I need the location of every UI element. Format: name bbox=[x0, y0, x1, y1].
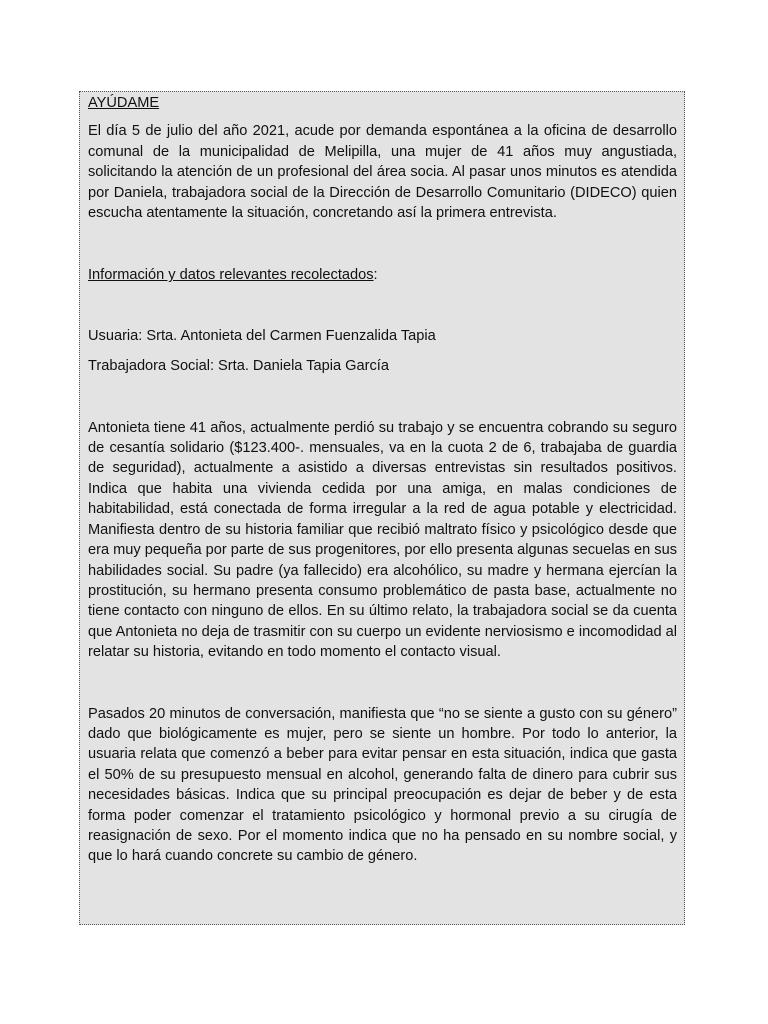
document-title: AYÚDAME bbox=[88, 95, 160, 111]
intro-paragraph: El día 5 de julio del año 2021, acude por demanda espontánea a la oficina de desarrollo comunal de la municipalidad de Melipilla, una mujer de 41 años muy angustiada, solicitando la atención de un profesional del área socia. Al pasar unos minutos es atendida por Daniela, trabajadora social de la Dirección de Desarrollo Comunitario (DIDECO) quien escucha atentamente la situación, concretando así la primera entrevista. bbox=[88, 123, 677, 222]
spacer bbox=[88, 346, 677, 356]
social-worker-line: Trabajadora Social: Srta. Daniela Tapia García bbox=[88, 358, 389, 375]
case-paragraph-1: Antonieta tiene 41 años, actualmente perdió su trabajo y se encuentra cobrando su seguro de cesantía solidario ($123.400-. mensuales, va en la cuota 2 de 6, trabajaba de guardia de seguridad), actualmente a asistido a diversas entrevistas sin resultados positivos. Indica que habita una vivienda cedida por una amiga, en malas condiciones de habitabilidad, está conectada de forma irregular a la red de agua potable y electricidad. Manifiesta dentro de su historia familiar que recibió maltrato físico y psicológico desde que era muy pequeña por parte de sus progenitores, por ello presenta algunas secuelas en sus habilidades social. Su padre (ya fallecido) era alcohólico, su madre y hermana ejercían la prostitución, su hermano presenta consumo problemático de pasta base, actualmente no tiene contacto con ninguno de ellos. En su último relato, la trabajadora social se da cuenta que Antonieta no deja de trasmitir con su cuerpo un evidente nerviosismo e incomodidad al relatar su historia, evitando en todo momento el contacto visual. bbox=[88, 419, 677, 661]
spacer bbox=[88, 663, 677, 704]
section-heading bbox=[88, 265, 677, 285]
spacer bbox=[88, 223, 677, 265]
section-heading-text: Información y datos relevantes recolectados bbox=[88, 267, 374, 284]
case-paragraph-2: Pasados 20 minutos de conversación, manifiesta que “no se siente a gusto con su género” dado que biológicamente es mujer, pero se siente un hombre. Por todo lo anterior, la usuaria relata que comenzó a beber para evitar pensar en esta situación, indica que gasta el 50% de su presupuesto mensual en alcohol, generando falta de dinero para cubrir sus necesidades básicas. Indica que su principal preocupación es dejar de beber y de esta forma poder comenzar el tratamiento psicológico y hormonal previo a su cirugía de reasignación de sexo. Por el momento indica que no ha pensado en su nombre social, y que lo hará cuando concrete su cambio de género. bbox=[88, 705, 677, 865]
spacer bbox=[88, 377, 677, 418]
section-heading-suffix: : bbox=[373, 267, 378, 284]
user-line: Usuaria: Srta. Antonieta del Carmen Fuenzalida Tapia bbox=[88, 327, 436, 344]
document-box bbox=[79, 91, 685, 925]
spacer bbox=[88, 286, 677, 326]
